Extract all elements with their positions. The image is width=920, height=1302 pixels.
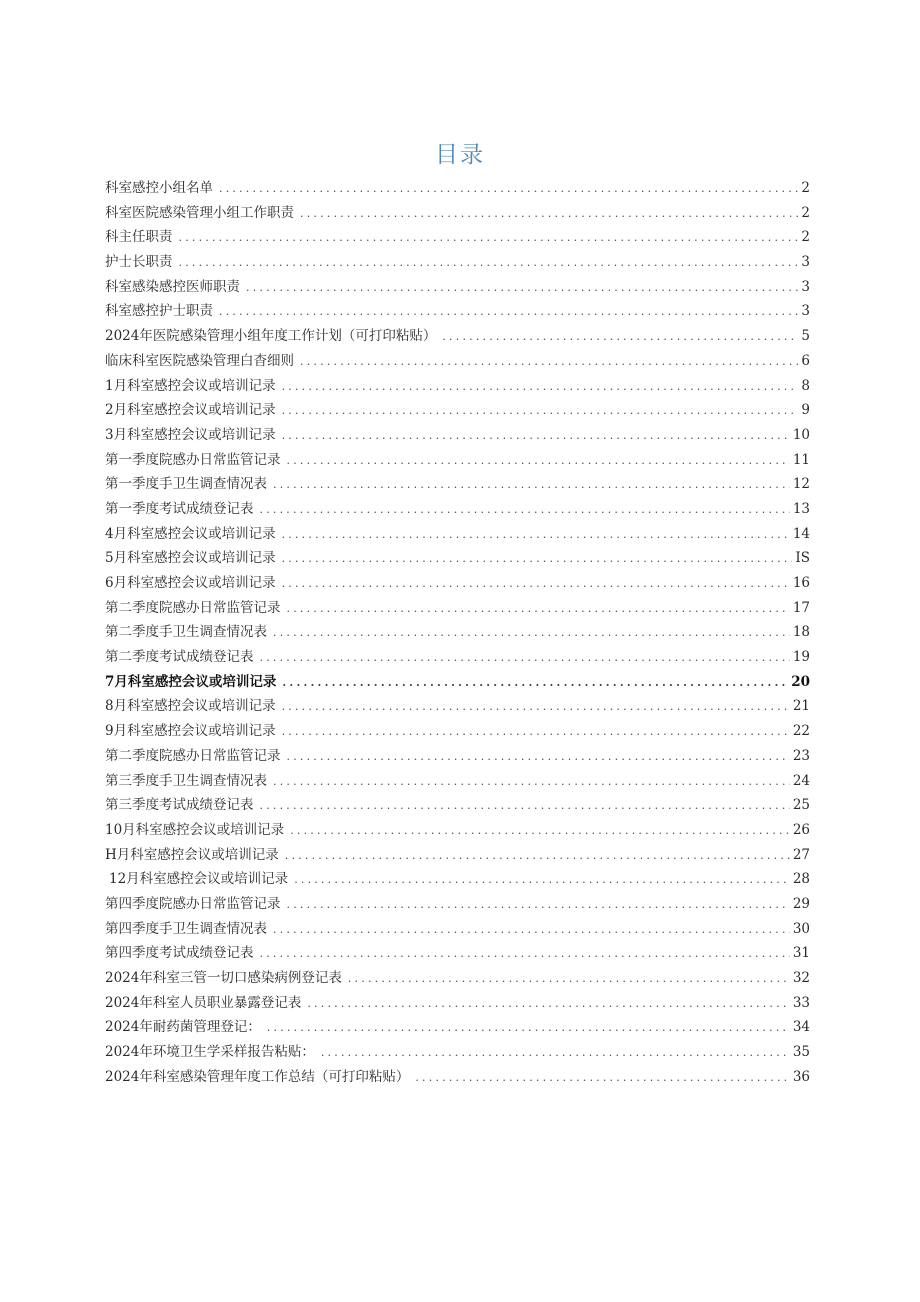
toc-entry-page: 2 bbox=[801, 180, 810, 196]
dot-leader bbox=[273, 770, 790, 794]
toc-entry-page: 33 bbox=[792, 994, 810, 1011]
toc-title: 目录 bbox=[435, 142, 485, 168]
toc-entry-page: 23 bbox=[792, 747, 810, 764]
toc-entry[interactable] bbox=[105, 472, 810, 497]
toc-entry[interactable] bbox=[105, 324, 810, 349]
toc-entry-label: 科室感染感控医师职责 bbox=[105, 278, 240, 295]
dot-leader bbox=[287, 597, 790, 621]
toc-entry-label: 科室感控小组名单 bbox=[105, 180, 213, 196]
toc-entry[interactable] bbox=[105, 917, 810, 942]
toc-entry-page: 9 bbox=[801, 402, 810, 419]
dot-leader bbox=[179, 251, 799, 275]
toc-entry-page: 36 bbox=[792, 1068, 810, 1085]
toc-entry[interactable] bbox=[105, 546, 810, 571]
toc-entry-page: 3 bbox=[801, 278, 810, 295]
toc-entry-page: 27 bbox=[792, 846, 810, 863]
dot-leader bbox=[294, 868, 790, 892]
toc-entry-label: 2月科室感控会议或培训记录 bbox=[105, 402, 276, 419]
toc-entry[interactable] bbox=[105, 1040, 810, 1065]
toc-entry-label: 2024年耐药菌管理登记： bbox=[105, 1019, 261, 1036]
toc-entry[interactable] bbox=[105, 423, 810, 448]
toc-entry-label: H月科室感控会议或培训记录 bbox=[105, 846, 279, 863]
dot-leader bbox=[282, 424, 790, 448]
dot-leader bbox=[273, 918, 790, 942]
dot-leader bbox=[179, 226, 799, 250]
toc-entry[interactable] bbox=[105, 225, 810, 250]
dot-leader bbox=[260, 794, 790, 818]
dot-leader bbox=[300, 350, 798, 374]
dot-leader bbox=[219, 177, 798, 201]
toc-entry-label: 第一季度院感办日常监管记录 bbox=[105, 451, 281, 468]
dot-leader bbox=[267, 1016, 790, 1040]
toc-entry[interactable] bbox=[105, 571, 810, 596]
toc-entry-label: 第二季度院感办日常监管记录 bbox=[105, 747, 281, 764]
toc-entry-label: 第二季度手卫生调查情况表 bbox=[105, 624, 267, 641]
toc-entry-page: 24 bbox=[792, 772, 810, 789]
dot-leader bbox=[282, 671, 788, 695]
toc-entry[interactable] bbox=[105, 448, 810, 473]
dot-leader bbox=[282, 375, 799, 399]
toc-entry-label: 护士长职责 bbox=[105, 254, 173, 271]
toc-entry-label: 2024年科室感染管理年度工作总结（可打印粘贴） bbox=[105, 1068, 410, 1085]
toc-entry-label: 第一季度考试成绩登记表 bbox=[105, 500, 254, 517]
toc-entry-page: 26 bbox=[792, 821, 810, 838]
toc-entry-page: 12 bbox=[792, 476, 810, 493]
toc-entry-page: 11 bbox=[792, 451, 810, 468]
toc-entry-label: 8月科室感控会议或培训记录 bbox=[105, 698, 276, 715]
toc-entry-page: 2 bbox=[801, 229, 810, 246]
dot-leader bbox=[287, 745, 790, 769]
toc-entry[interactable] bbox=[105, 497, 810, 522]
toc-entry-page: 3 bbox=[801, 303, 810, 320]
toc-entry[interactable] bbox=[105, 694, 810, 719]
toc-entry-label: 4月科室感控会议或培训记录 bbox=[105, 525, 276, 542]
toc-entry[interactable] bbox=[105, 744, 810, 769]
dot-leader bbox=[273, 621, 790, 645]
toc-entry-label: 第三季度考试成绩登记表 bbox=[105, 797, 254, 814]
toc-entry[interactable] bbox=[105, 1065, 810, 1090]
toc-entry-label: 2024年医院感染管理小组年度工作计划（可打印粘贴） bbox=[105, 328, 437, 345]
dot-leader bbox=[273, 473, 790, 497]
toc-entry[interactable] bbox=[105, 892, 810, 917]
toc-entry[interactable] bbox=[105, 250, 810, 275]
toc-entry-page: 20 bbox=[791, 673, 810, 690]
dot-leader bbox=[307, 992, 789, 1016]
toc-entry-page: 28 bbox=[792, 871, 810, 888]
toc-entry[interactable] bbox=[105, 818, 810, 843]
toc-entry[interactable] bbox=[105, 176, 810, 201]
dot-leader bbox=[260, 646, 790, 670]
dot-leader bbox=[260, 498, 790, 522]
dot-leader bbox=[287, 893, 790, 917]
dot-leader bbox=[260, 942, 790, 966]
toc-entry-label: 7月科室感控会议或培训记录 bbox=[105, 673, 277, 690]
toc-entry-label: 2024年环境卫生学采样报告粘贴： bbox=[105, 1044, 315, 1061]
toc-entry-label: 第二季度院感办日常监管记录 bbox=[105, 599, 281, 616]
toc-entry-page: 21 bbox=[792, 698, 810, 715]
toc-entry-label: 第四季度考试成绩登记表 bbox=[105, 945, 254, 962]
toc-entry-page: 30 bbox=[792, 920, 810, 937]
toc-entry-label: 1月科室感控会议或培训记录 bbox=[105, 377, 276, 394]
toc-entry-page: 35 bbox=[792, 1044, 810, 1061]
toc-entry-page: 5 bbox=[801, 328, 810, 345]
dot-leader bbox=[282, 720, 790, 744]
toc-entry-page: 34 bbox=[792, 1019, 810, 1036]
toc-entry-label: 科室医院感染管理小组工作职责 bbox=[105, 204, 294, 221]
toc-entry-page: 14 bbox=[792, 525, 810, 542]
toc-entry-label: 3月科室感控会议或培训记录 bbox=[105, 426, 276, 443]
toc-entry-label: 科室感控护士职责 bbox=[105, 303, 213, 320]
toc-entry[interactable] bbox=[105, 620, 810, 645]
dot-leader bbox=[321, 1041, 790, 1065]
toc-entry-page: 8 bbox=[801, 377, 810, 394]
dot-leader bbox=[290, 819, 790, 843]
dot-leader bbox=[285, 844, 790, 868]
toc-entry-page: 32 bbox=[792, 970, 810, 986]
toc-entry-page: 2 bbox=[801, 204, 810, 221]
toc-entry-page: 31 bbox=[792, 945, 810, 962]
toc-entry-page: 6 bbox=[801, 352, 810, 369]
toc-entry[interactable] bbox=[105, 966, 810, 991]
toc-entry-label: 10月科室感控会议或培训记录 bbox=[105, 821, 285, 838]
toc-entry-page: 16 bbox=[792, 575, 810, 591]
toc-entry[interactable] bbox=[105, 201, 810, 226]
toc-entry[interactable] bbox=[105, 1015, 810, 1040]
toc-entry-page: 19 bbox=[792, 649, 810, 666]
toc-entry[interactable] bbox=[105, 645, 810, 670]
toc-entry-page: 22 bbox=[792, 723, 810, 740]
dot-leader bbox=[442, 325, 798, 349]
dot-leader bbox=[282, 547, 793, 571]
toc-entry[interactable] bbox=[105, 867, 810, 892]
toc-entry[interactable] bbox=[105, 991, 810, 1016]
toc-entry-highlighted[interactable] bbox=[105, 670, 810, 695]
toc-list bbox=[105, 176, 810, 1089]
toc-entry[interactable] bbox=[105, 769, 810, 794]
toc-entry[interactable] bbox=[105, 719, 810, 744]
dot-leader bbox=[282, 523, 790, 547]
dot-leader bbox=[282, 399, 799, 423]
toc-entry-label: 第四季度院感办日常监管记录 bbox=[105, 895, 281, 912]
toc-entry-label: 第一季度手卫生调查情况表 bbox=[105, 476, 267, 493]
toc-entry-page: 25 bbox=[792, 797, 810, 814]
toc-entry-page: 17 bbox=[792, 599, 810, 616]
toc-entry[interactable] bbox=[105, 299, 810, 324]
toc-entry-label: 9月科室感控会议或培训记录 bbox=[105, 723, 276, 740]
dot-leader bbox=[415, 1066, 789, 1090]
toc-entry[interactable] bbox=[105, 275, 810, 300]
toc-entry-page: 3 bbox=[801, 254, 810, 271]
toc-entry[interactable] bbox=[105, 941, 810, 966]
toc-entry[interactable] bbox=[105, 596, 810, 621]
toc-entry-label: 12月科室感控会议或培训记录 bbox=[109, 871, 289, 888]
dot-leader bbox=[348, 967, 790, 991]
toc-entry[interactable] bbox=[105, 374, 810, 399]
toc-entry[interactable] bbox=[105, 398, 810, 423]
toc-entry-label: 6月科室感控会议或培训记录 bbox=[105, 575, 276, 591]
dot-leader bbox=[282, 695, 790, 719]
toc-entry-label: 科主任职责 bbox=[105, 229, 173, 246]
toc-entry-label: 2024年科室三管一切口感染病例登记表 bbox=[105, 970, 342, 986]
dot-leader bbox=[282, 572, 790, 596]
toc-entry-page: 13 bbox=[792, 500, 810, 517]
toc-entry-label: 第四季度手卫生调查情况表 bbox=[105, 920, 267, 937]
toc-entry-label: 2024年科室人员职业暴露登记表 bbox=[105, 994, 302, 1011]
toc-entry-label: 5月科室感控会议或培训记录 bbox=[105, 550, 276, 567]
toc-entry-label: 临床科室医院感染管理白杳细则 bbox=[105, 352, 294, 369]
toc-entry[interactable] bbox=[105, 522, 810, 547]
toc-entry[interactable] bbox=[105, 793, 810, 818]
dot-leader bbox=[287, 449, 790, 473]
toc-entry-page: 18 bbox=[792, 624, 810, 641]
toc-entry-page: IS bbox=[795, 550, 810, 567]
toc-entry-page: 10 bbox=[792, 426, 810, 443]
dot-leader bbox=[300, 202, 798, 226]
toc-entry-page: 29 bbox=[792, 895, 810, 912]
toc-entry[interactable] bbox=[105, 349, 810, 374]
toc-entry-label: 第三季度手卫生调查情况表 bbox=[105, 772, 267, 789]
dot-leader bbox=[219, 300, 798, 324]
toc-entry-label: 第二季度考试成绩登记表 bbox=[105, 649, 254, 666]
toc-entry[interactable] bbox=[105, 843, 810, 868]
dot-leader bbox=[246, 276, 798, 300]
